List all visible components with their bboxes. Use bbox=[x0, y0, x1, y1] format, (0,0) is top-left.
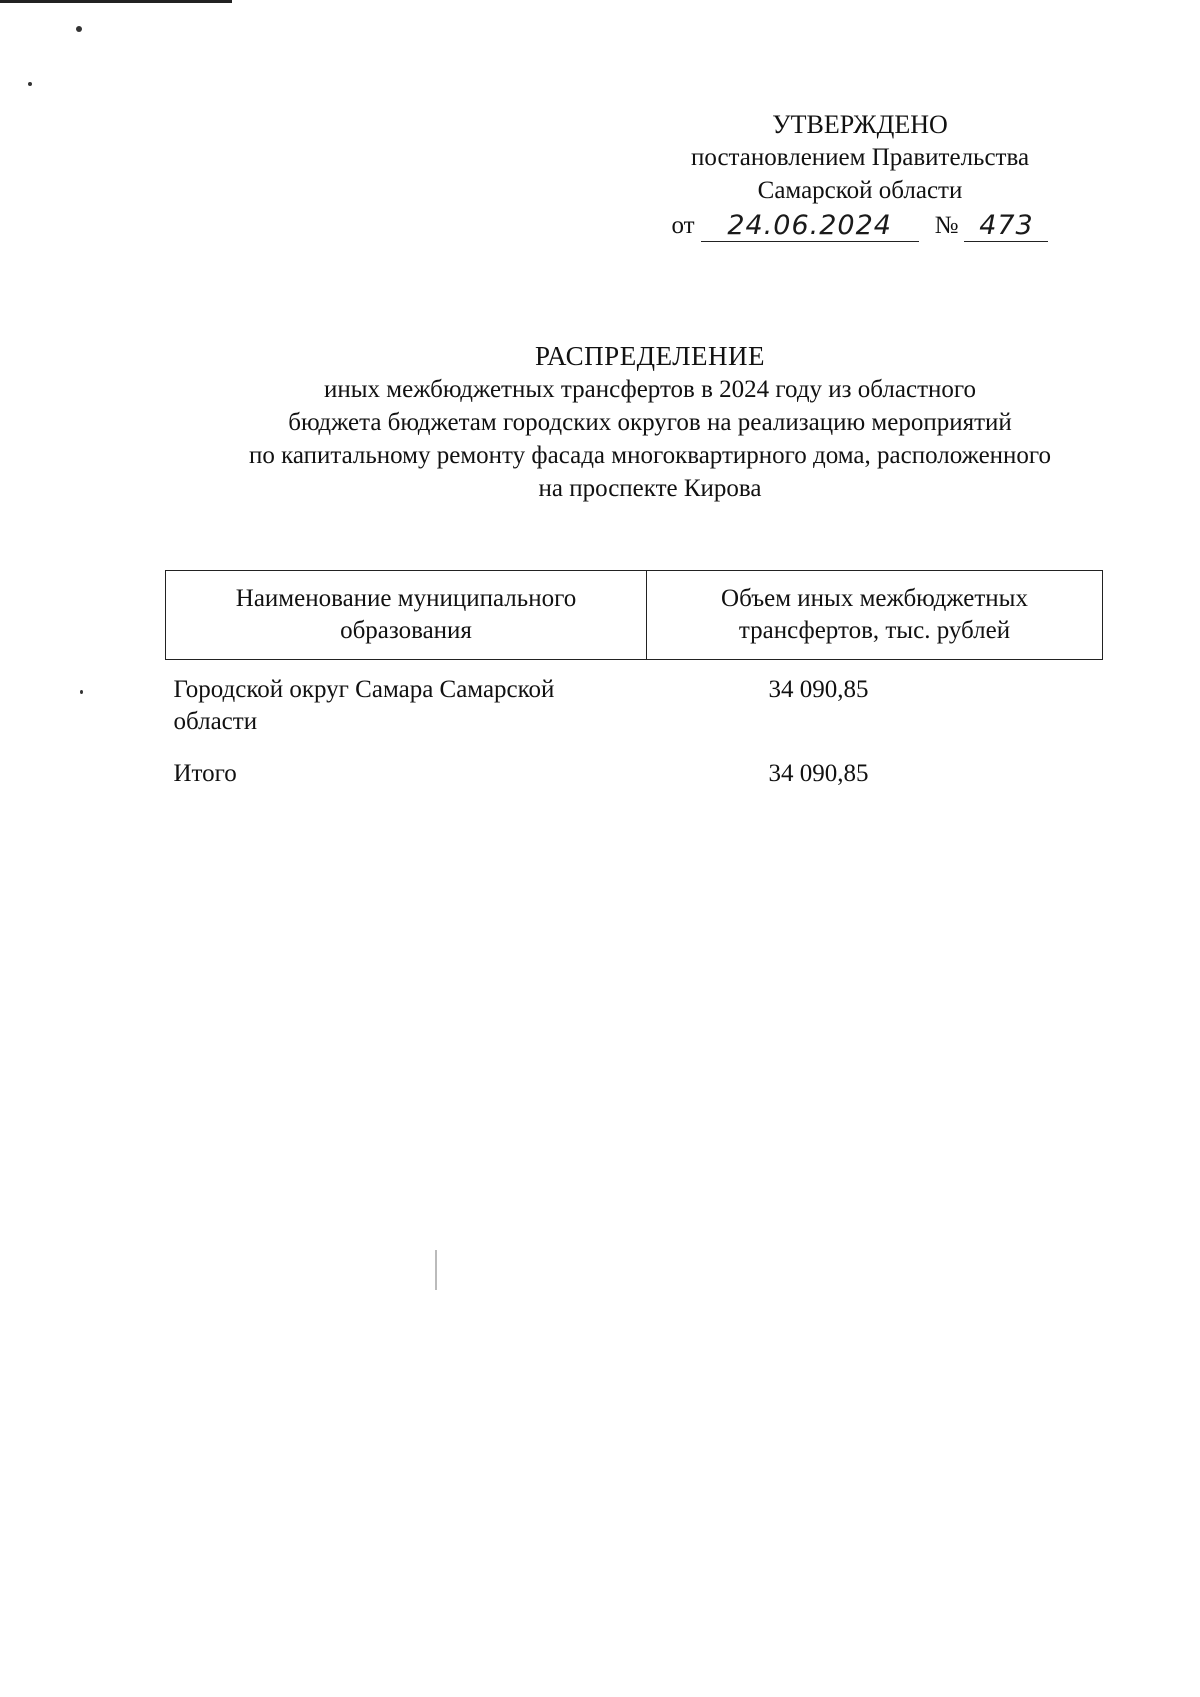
number-prefix: № bbox=[934, 212, 959, 239]
scan-speck bbox=[435, 1250, 437, 1290]
total-label: Итого bbox=[173, 760, 237, 787]
date-prefix: от bbox=[671, 212, 695, 239]
transfer-amount: 34 090,85 bbox=[768, 676, 869, 703]
municipality-name: Городской округ Самара Самарской области bbox=[173, 676, 555, 735]
document-subtitle-line: бюджета бюджетам городских округов на реализацию мероприятий bbox=[288, 409, 1012, 436]
document-heading: РАСПРЕДЕЛЕНИЕ bbox=[534, 341, 766, 371]
document-title-block bbox=[150, 340, 1150, 505]
document-subtitle-line: на проспекте Кирова bbox=[538, 475, 762, 502]
handwritten-date: 24.06.2024 bbox=[701, 211, 919, 242]
scan-speck bbox=[28, 82, 32, 86]
distribution-table bbox=[165, 570, 1103, 790]
approval-line: Самарской области bbox=[757, 177, 963, 204]
document-subtitle-line: по капитальному ремонту фасада многоквартирного дома, расположенного bbox=[248, 442, 1052, 469]
column-header-amount: Объем иных межбюджетных трансфертов, тыс. рублей bbox=[647, 571, 1103, 660]
column-header-municipality: Наименование муниципального образования bbox=[166, 571, 647, 660]
scan-speck bbox=[80, 690, 83, 694]
approval-date-number-line bbox=[640, 209, 1080, 242]
document-subtitle-line: иных межбюджетных трансфертов в 2024 году из областного bbox=[323, 376, 976, 403]
handwritten-number: 473 bbox=[964, 211, 1048, 242]
table-header-row bbox=[166, 571, 1103, 660]
approval-block bbox=[640, 108, 1080, 242]
total-amount: 34 090,85 bbox=[768, 760, 869, 787]
scan-speck bbox=[76, 26, 82, 32]
table-total-row bbox=[166, 738, 1103, 790]
table-row bbox=[166, 660, 1103, 739]
scan-edge-line bbox=[0, 0, 232, 3]
approval-title: УТВЕРЖДЕНО bbox=[772, 110, 948, 139]
approval-line: постановлением Правительства bbox=[690, 144, 1030, 171]
